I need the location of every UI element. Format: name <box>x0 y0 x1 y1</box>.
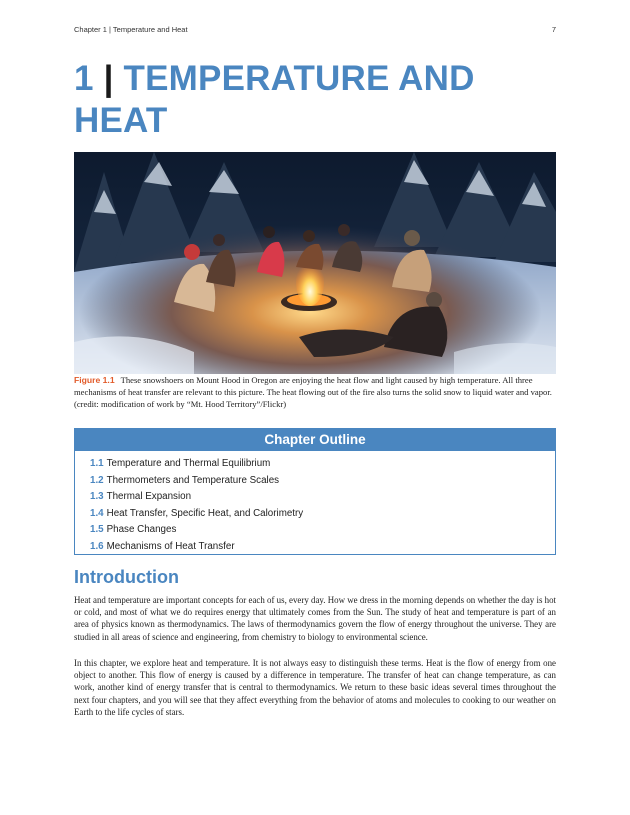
chapter-outline-title: Chapter Outline <box>75 429 555 451</box>
outline-item-label: Heat Transfer, Specific Heat, and Calorimetry <box>106 507 304 519</box>
outline-item-label: Thermal Expansion <box>106 491 192 502</box>
chapter-outline-list <box>75 451 555 555</box>
figure-caption <box>74 374 556 410</box>
outline-item-number: 1.3 <box>90 491 104 502</box>
outline-item-number: 1.1 <box>90 458 104 469</box>
chapter-separator: | <box>103 59 114 98</box>
outline-item-label: Temperature and Thermal Equilibrium <box>106 458 271 469</box>
page-number: 7 <box>551 25 556 34</box>
outline-item-number: 1.4 <box>90 507 104 519</box>
introduction-paragraph-2: In this chapter, we explore heat and temperature. It is not always easy to distinguish these terms. Heat is the flow of energy from one object to another. This flow of energy is caused by a difference in temperature. The transfer of heat can change temperature, as can work, another kind of energy transfer that is central to thermodynamics. We return to these basic ideas several times throughout the next four chapters, and you will see that they affect everything from the behavior of atoms and molecules to cooking to our weather on Earth to the life cycles of stars. <box>74 658 556 717</box>
figure-caption-text: These snowshoers on Mount Hood in Oregon are enjoying the heat flow and light caused by high temperature. All three mechanisms of heat transfer are relevant to this picture. The heat flowing out of the fire also turns the solid snow to liquid water and vapor. (credit: modification of work by “Mt. Hood Territory”/Flickr) <box>74 375 552 409</box>
outline-item[interactable] <box>90 539 555 556</box>
outline-item-label: Thermometers and Temperature Scales <box>106 474 280 486</box>
outline-item-label: Mechanisms of Heat Transfer <box>106 540 235 552</box>
outline-item-number: 1.2 <box>90 474 104 486</box>
running-header <box>74 25 556 37</box>
outline-item[interactable] <box>90 489 555 506</box>
figure-label: Figure 1.1 <box>74 375 115 385</box>
campfire-photo <box>74 152 556 374</box>
outline-item-label: Phase Changes <box>106 524 177 535</box>
chapter-outline-box <box>74 428 556 555</box>
chapter-opener-photo <box>74 152 556 374</box>
outline-item[interactable] <box>90 506 555 523</box>
chapter-title-line2: HEAT <box>74 101 168 140</box>
chapter-number: 1 <box>74 59 94 98</box>
outline-item[interactable] <box>90 522 555 539</box>
chapter-title-line1: TEMPERATURE AND <box>123 59 475 98</box>
outline-item-number: 1.6 <box>90 540 104 552</box>
introduction-paragraph-1: Heat and temperature are important concepts for each of us, every day. How we dress in the morning depends on whether the day is hot or cold, and most of what we do requires energy that ultimately comes from the Sun. The study of heat and temperature is part of an area of physics known as thermodynamics. The laws of thermodynamics govern the flow of energy throughout the universe. They are studied in all areas of science and engineering, from chemistry to biology to environmental science. <box>74 595 556 642</box>
outline-item[interactable] <box>90 473 555 490</box>
running-title: Chapter 1 | Temperature and Heat <box>74 25 188 34</box>
outline-item[interactable] <box>90 456 555 473</box>
outline-item-number: 1.5 <box>90 524 104 535</box>
chapter-title <box>74 58 556 142</box>
introduction-heading: Introduction <box>74 567 179 587</box>
